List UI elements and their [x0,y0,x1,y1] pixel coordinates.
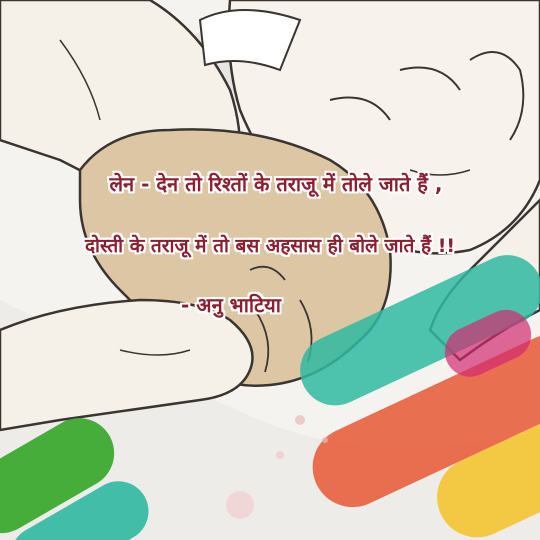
quote-line-2: दोस्ती के तराजू में तो बस अहसास ही बोले जाते हैं !! [84,235,456,257]
splatter-4 [226,491,254,519]
splatter-1 [295,415,305,425]
splatter-2 [322,437,328,443]
quote-author: - अनु भाटिया [181,293,281,317]
quote-line-1: लेन - देन तो रिश्तों के तराजू में तोले जाते हैं , [109,172,443,196]
splatter-3 [276,451,284,459]
